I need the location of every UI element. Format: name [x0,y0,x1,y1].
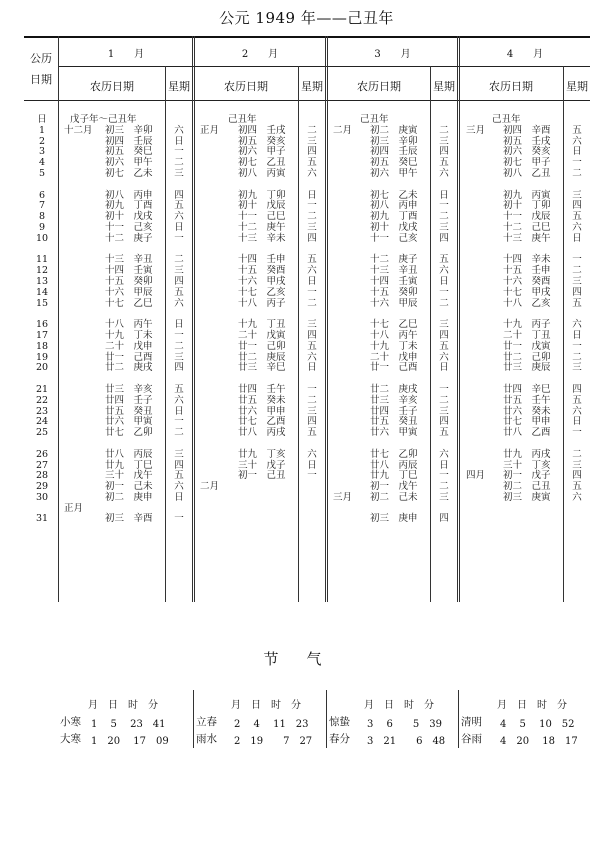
jieqi-header-4: 月 日 时 分 [497,700,567,711]
month-divider-2 [325,36,328,602]
month-header-4: 4 月 [506,49,544,60]
lunar-days-col-1: 初三 辛卯 初四 壬辰 初五 癸巳 初六 甲午 初七 乙未 初八 丙申 初九 丁酉 初十 戊戌 十一 己亥 十二 庚子 十三 辛丑 十四 壬寅 十五 癸卯 十六 甲辰 十七 乙巳 十八 丙午 十九 丁未 二十 戊申 廿一 己酉 廿二 庚戌 廿三 辛亥 廿四 壬子 廿五 癸丑 廿六 甲寅 廿七 乙卯 廿八 丙辰 廿九 丁巳 三十 戊午 初一 己未 初二 庚申 初三 辛酉 [105,124,153,525]
lunar-days-col-3: 初二 庚寅 初三 辛卯 初四 壬辰 初五 癸巳 初六 甲午 初七 乙未 初八 丙申 初九 丁酉 初十 戊戌 十一 己亥 十二 庚子 十三 辛丑 十四 壬寅 十五 癸卯 十六 甲辰 十七 乙巳 十八 丙午 十九 丁未 二十 戊申 廿一 己酉 廿二 庚戌 廿三 辛亥 廿四 壬子 廿五 癸丑 廿六 甲寅 廿七 乙卯 廿八 丙辰 廿九 丁巳 初一 戊午 初二 己未 初三 庚申 [370,124,418,525]
jieqi-divider-3 [458,690,459,748]
weekday-col-4: 五 六 日 一 二 三 四 五 六 日 一 二 三 四 五 六 日 一 二 三 四 五 六 日 一 二 三 四 五 六 [572,124,582,503]
jieqi-name-lichun: 立春 [196,716,217,728]
week-divider-3 [430,66,431,602]
lunar-month-col-2: 正月 二月 [200,124,220,493]
header-mid-line [58,66,590,67]
year-line-1: 戊子年～己丑年 [70,114,137,125]
jieqi-header-2: 月 日 时 分 [231,700,301,711]
jieqi-row-jingzhe: 3 6 5 39 [367,719,442,730]
nongli-header-1: 农历日期 [90,80,134,93]
jieqi-name-chunfen: 春分 [329,733,350,745]
xingqi-header-4: 星期 [566,80,588,93]
lunar-days-col-4: 初四 辛酉 初五 壬戌 初六 癸亥 初七 甲子 初八 乙丑 初九 丙寅 初十 丁卯 十一 戊辰 十二 己巳 十三 庚午 十四 辛未 十五 壬申 十六 癸酉 十七 甲戌 十八 乙亥 十九 丙子 二十 丁丑 廿一 戊寅 廿二 己卯 廿三 庚辰 廿四 辛巳 廿五 壬午 廿六 癸未 廿七 甲申 廿八 乙酉 廿九 丙戌 三十 丁亥 初一 戊子 初二 己丑 初三 庚寅 [503,124,551,503]
month-header-2: 2 月 [241,49,279,60]
lunar-month-col-1: 十二月 正月 [64,124,93,514]
lunar-month-col-3: 二月 三月 [333,124,353,503]
weekday-col-2: 二 三 四 五 六 日 一 二 三 四 五 六 日 一 二 三 四 五 六 日 一 二 三 四 五 六 日 一 [307,124,317,482]
jieqi-divider-1 [193,690,194,748]
jieqi-row-chunfen: 3 21 6 48 [367,736,446,747]
year-line-4: 己丑年 [492,114,521,125]
gregorian-day-column: 日 1 2 3 4 5 6 7 8 9 10 11 12 13 14 15 16 17 18 19 20 21 22 23 24 25 26 27 28 29 30 31 [35,114,49,525]
page-title: 公元 1949 年——己丑年 [219,9,394,27]
jieqi-header-1: 月 日 时 分 [88,700,158,711]
xingqi-header-3: 星期 [433,80,455,93]
table-top-border [24,36,590,38]
jieqi-row-dahan: 1 20 17 09 [91,736,169,747]
jieqi-divider-2 [326,690,327,748]
jieqi-row-xiaohan: 1 5 23 41 [91,719,166,730]
month-header-1: 1 月 [107,49,145,60]
week-divider-4 [563,66,564,602]
jieqi-name-dahan: 大寒 [60,733,81,745]
jieqi-row-lichun: 2 4 11 23 [234,719,309,730]
jieqi-title: 节气 [263,650,350,668]
lunar-month-col-4: 三月 四月 [466,124,486,482]
weekday-col-1: 六 日 一 二 三 四 五 六 日 一 二 三 四 五 六 日 一 二 三 四 五 六 日 一 二 三 四 五 六 日 一 [174,124,184,525]
day-col-divider [58,36,59,602]
xingqi-header-2: 星期 [301,80,323,93]
weekday-col-3: 二 三 四 五 六 日 一 二 三 四 五 六 日 一 二 三 四 五 六 日 一 二 三 四 五 六 日 一 二 三 四 [439,124,449,525]
week-divider-2 [298,66,299,602]
year-line-2: 己丑年 [228,114,257,125]
jieqi-name-xiaohan: 小寒 [60,716,81,728]
jieqi-name-guyu: 谷雨 [461,733,482,745]
month-divider-3 [457,36,460,602]
header-riqi: 日期 [30,73,52,86]
nongli-header-3: 农历日期 [357,80,401,93]
year-line-3: 己丑年 [360,114,389,125]
header-bottom-line [24,100,590,101]
nongli-header-2: 农历日期 [224,80,268,93]
jieqi-name-jingzhe: 惊蛰 [329,716,350,728]
lunar-days-col-2: 初四 壬戌 初五 癸亥 初六 甲子 初七 乙丑 初八 丙寅 初九 丁卯 初十 戊辰 十一 己巳 十二 庚午 十三 辛未 十四 壬申 十五 癸酉 十六 甲戌 十七 乙亥 十八 丙子 十九 丁丑 二十 戊寅 廿一 己卯 廿二 庚辰 廿三 辛巳 廿四 壬午 廿五 癸未 廿六 甲申 廿七 乙酉 廿八 丙戌 廿九 丁亥 三十 戊子 初一 己丑 [238,124,286,482]
month-divider-1 [192,36,195,602]
header-gongli: 公历 [30,52,52,65]
nongli-header-4: 农历日期 [489,80,533,93]
xingqi-header-1: 星期 [168,80,190,93]
week-divider-1 [165,66,166,602]
jieqi-header-3: 月 日 时 分 [364,700,434,711]
jieqi-row-guyu: 4 20 18 17 [500,736,578,747]
jieqi-name-yushui: 雨水 [196,733,217,745]
jieqi-row-qingming: 4 5 10 52 [500,719,575,730]
month-header-3: 3 月 [374,49,411,60]
jieqi-row-yushui: 2 19 7 27 [234,736,313,747]
jieqi-name-qingming: 清明 [461,716,482,728]
